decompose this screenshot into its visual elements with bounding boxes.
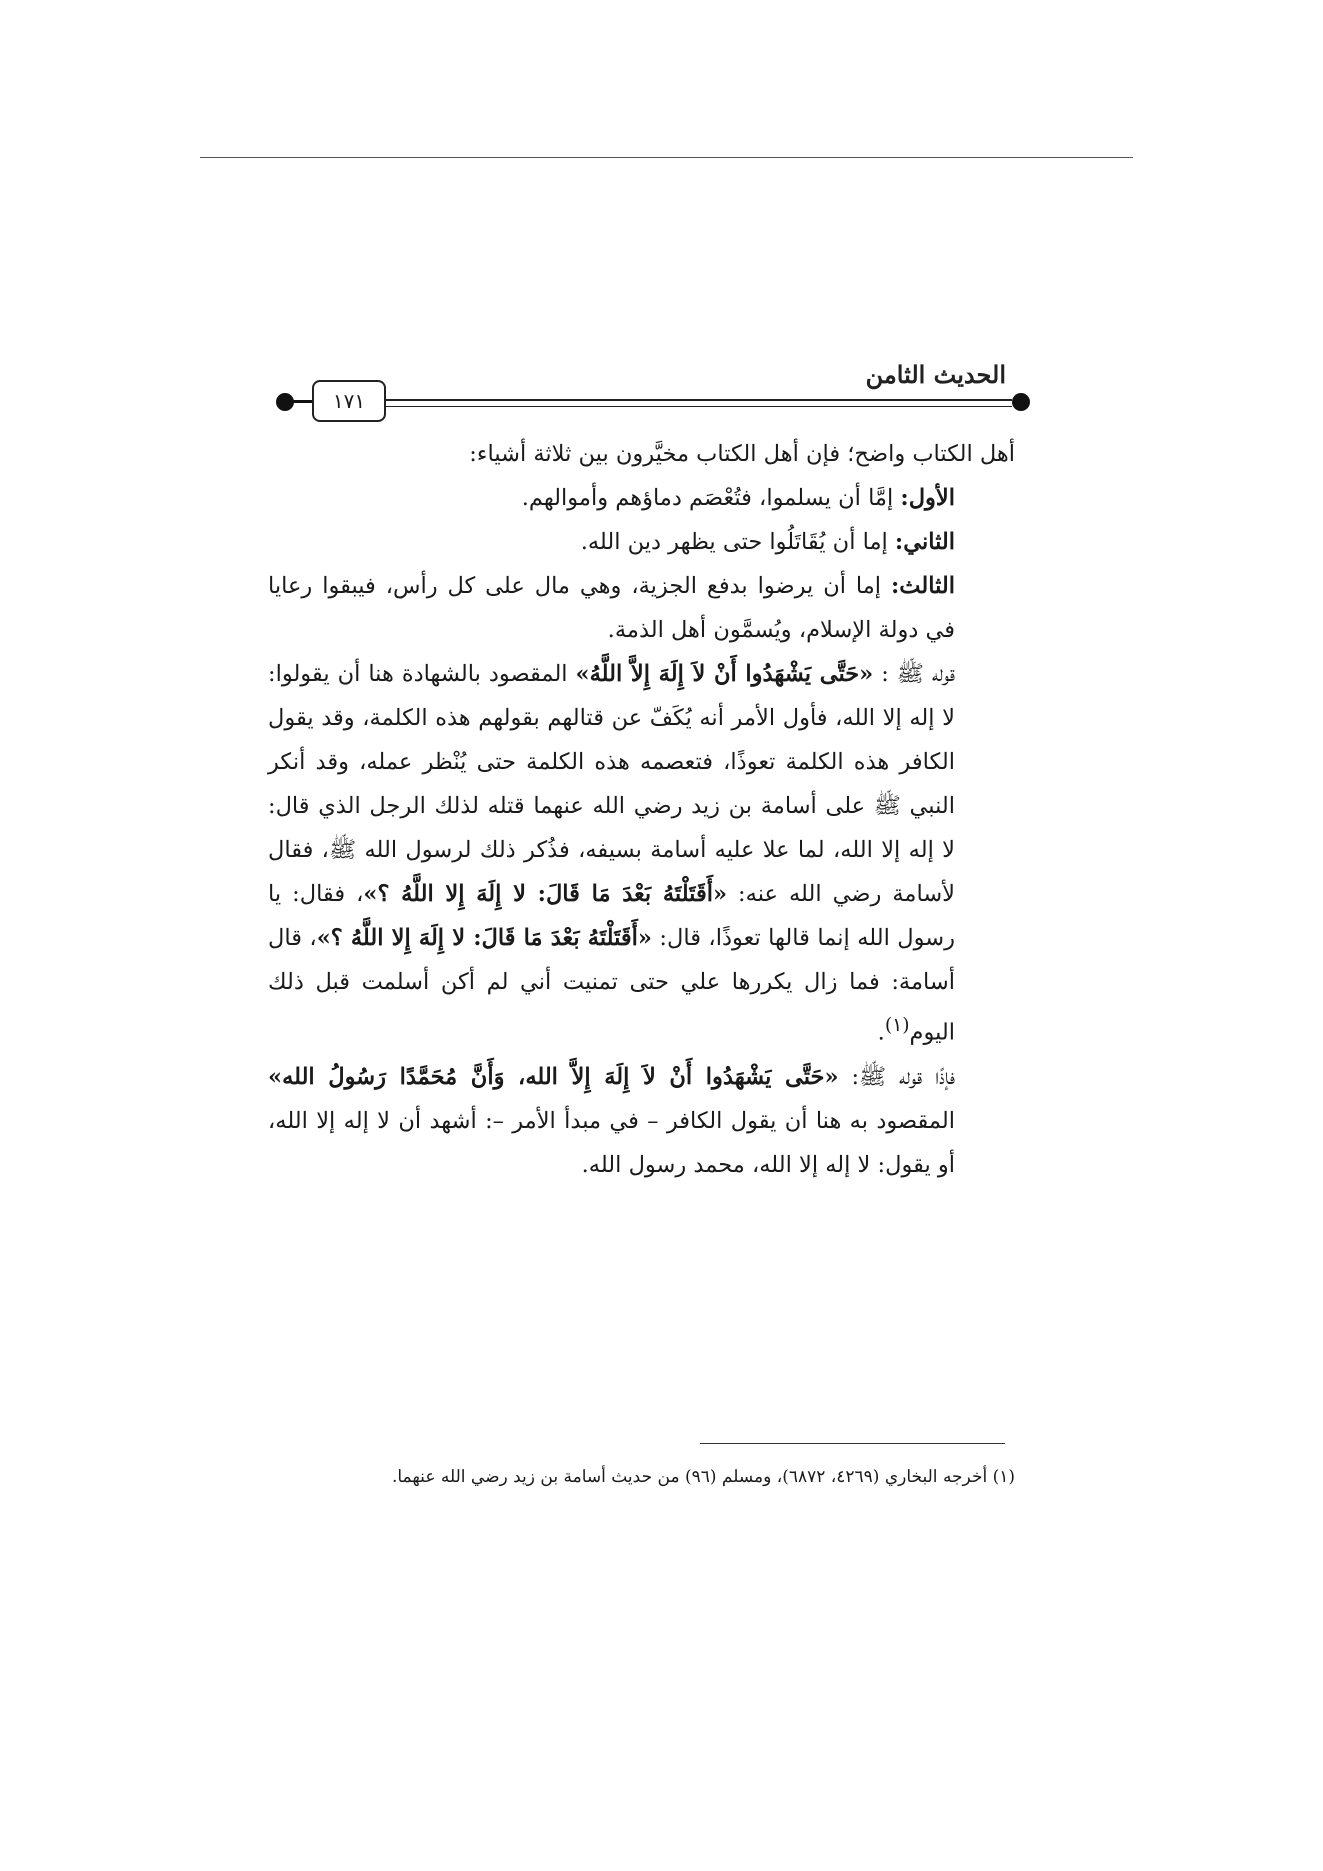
second-text: إما أن يُقَاتَلُوا حتى يظهر دين الله. bbox=[580, 529, 895, 555]
chapter-title: الحديث الثامن bbox=[865, 360, 1006, 389]
body-text bbox=[268, 432, 1015, 1187]
p6-b: المقصود به هنا أن يقول الكافر – في مبدأ الأمر –: أشهد أن لا إله إلا الله، أو يقول: لا إله إلا الله، محمد رسول الله. bbox=[268, 1107, 955, 1178]
p5-a: قوله ﷺ : bbox=[873, 661, 956, 687]
third-text: إما أن يرضوا بدفع الجزية، وهي مال على كل رأس، فيبقوا رعايا في دولة الإسلام، ويُسمَّون أهل الذمة. bbox=[268, 573, 955, 643]
footnote: (١) أخرجه البخاري (٤٢٦٩، ٦٨٧٢)، ومسلم (٩٦) من حديث أسامة بن زيد رضي الله عنهما. bbox=[391, 1467, 1015, 1487]
paragraph-first bbox=[268, 476, 1015, 520]
p5-quote: «حَتَّى يَشْهَدُوا أَنْ لاَ إِلَهَ إِلاَّ اللَّهُ» bbox=[575, 661, 874, 687]
p5-end: . bbox=[877, 1019, 885, 1046]
ornament-dot-right bbox=[1012, 393, 1030, 411]
footnote-reference[interactable]: (١) bbox=[884, 1015, 910, 1036]
first-text: إمَّا أن يسلموا، فتُعْصَم دماؤهم وأموالهم. bbox=[521, 485, 901, 511]
footnote-rule bbox=[700, 1443, 1005, 1444]
paragraph-second bbox=[268, 520, 1015, 564]
header-ornament-line bbox=[380, 399, 1012, 407]
p5-d: ، قال أسامة: فما زال يكررها علي حتى تمنيت أني لم أكن أسلمت قبل ذلك اليوم bbox=[268, 925, 955, 1046]
paragraph-intro bbox=[268, 432, 1015, 476]
page-number: ١٧١ bbox=[312, 380, 386, 422]
paragraph-conclusion bbox=[268, 1055, 1015, 1187]
paragraph-hadith-explanation bbox=[268, 652, 1015, 1055]
p5-quote2: «أَقَتَلْتَهُ بَعْدَ مَا قَالَ: لا إِلَهَ إِلا اللَّهُ ؟» bbox=[363, 881, 728, 907]
page-header bbox=[270, 360, 1030, 430]
p6-a: فإذًا قوله ﷺ: bbox=[838, 1063, 955, 1090]
p5-b: المقصود بالشهادة هنا أن يقولوا: لا إله إلا الله، فأول الأمر أنه يُكَفّ عن قتالهم بقولهم هذه الكلمة، وقد يقول الكافر هذه الكلمة تعوذًا، فتعصمه هذه الكلمة حتى يُنْظر عمله، وقد أنكر النبي ﷺ على أسامة بن زيد رضي الله عنهما قتله لذلك الرجل الذي قال: لا إله إلا الله، لما علا عليه أسامة بسيفه، فذُكر ذلك لرسول الله ﷺ، فقال لأسامة رضي الله عنه: bbox=[268, 661, 956, 907]
second-label: الثاني: bbox=[894, 529, 955, 555]
p5-c: ، فقال: يا رسول الله إنما قالها تعوذًا، قال: bbox=[268, 881, 955, 951]
third-label: الثالث: bbox=[890, 573, 955, 599]
top-rule bbox=[200, 157, 1133, 158]
p6-quote: «حَتَّى يَشْهَدُوا أَنْ لاَ إِلَهَ إِلاَّ الله، وَأَنَّ مُحَمَّدًا رَسُولُ الله» bbox=[268, 1063, 839, 1090]
intro-text: أهل الكتاب واضح؛ فإن أهل الكتاب مخيَّرون بين ثلاثة أشياء: bbox=[469, 441, 1015, 467]
first-label: الأول: bbox=[900, 485, 955, 511]
ornament-link bbox=[292, 400, 314, 403]
paragraph-third bbox=[268, 564, 1015, 652]
p5-quote3: «أَقَتَلْتَهُ بَعْدَ مَا قَالَ: لا إِلَهَ إِلا اللَّهُ ؟» bbox=[316, 925, 652, 951]
